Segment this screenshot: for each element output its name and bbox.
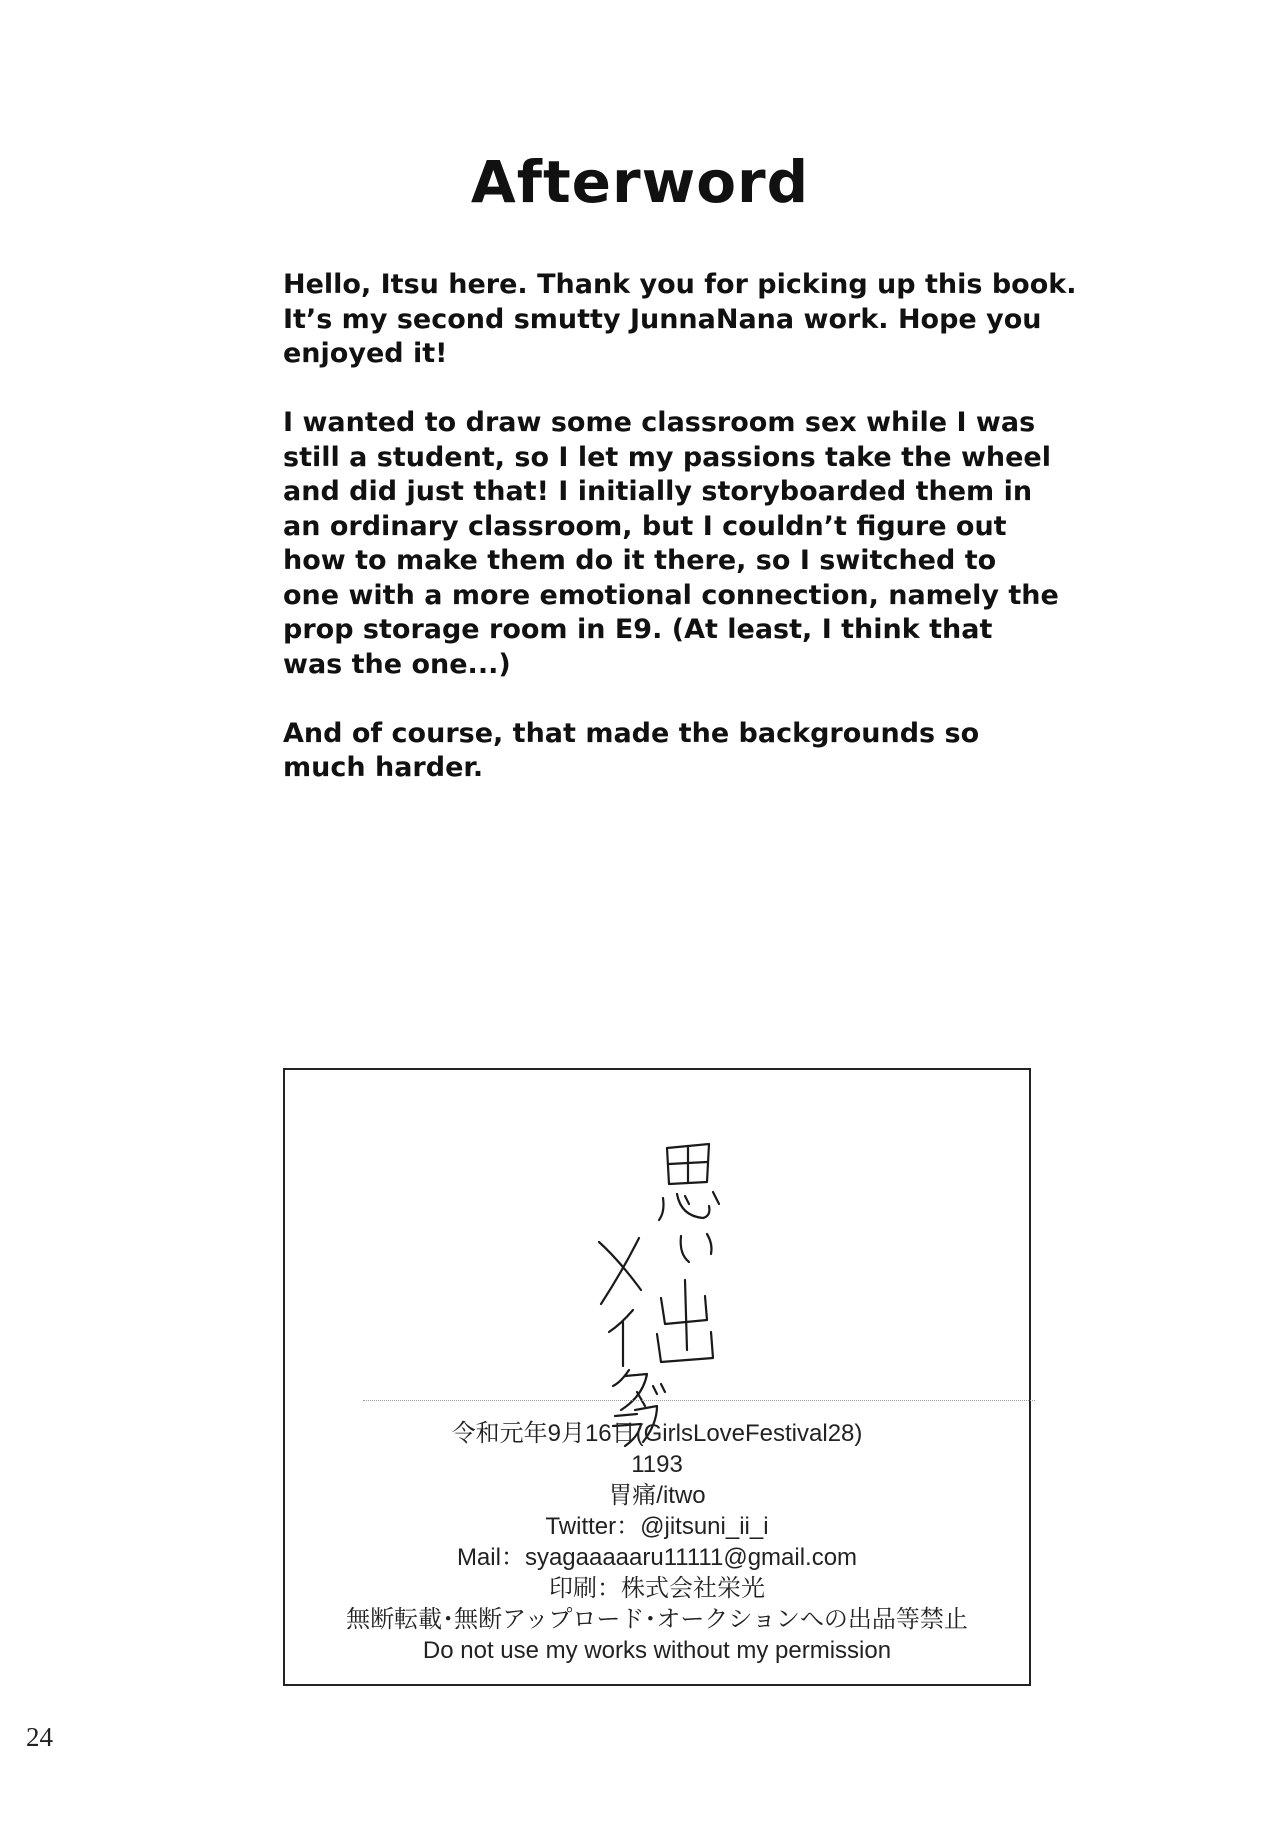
page-number: 24	[26, 1722, 53, 1752]
afterword-body	[283, 268, 1083, 820]
contact-mail: Mail：syagaaaaaru11111@gmail.com	[456, 1544, 858, 1571]
paragraph-classroom: I wanted to draw some classroom sex while I was still a student, so I let my passions take the wheel and did just that! I initially storyboarded them in an ordinary classroom, but I couldn’t figure out how to make them do it there, so I switched to one with a more emotional connection, namely the prop storage room in E9. (At least, I think that was the one...)	[283, 407, 1059, 680]
copyright-notice-en: Do not use my works without my permission	[422, 1637, 892, 1664]
colophon-info	[285, 1418, 1029, 1666]
event-date: 令和元年9月16日(GirlsLoveFestival28)	[451, 1420, 863, 1447]
colophon-divider	[363, 1400, 1035, 1401]
paragraph-backgrounds: And of course, that made the backgrounds so much harder.	[283, 717, 980, 783]
paragraph-greeting: Hello, Itsu here. Thank you for picking up this book. It’s my second smutty JunnaNana work. Hope you enjoyed it!	[283, 269, 1077, 369]
printer-name: 印刷：株式会社栄光	[549, 1575, 765, 1602]
circle-name: 胃痛/itwo	[608, 1482, 706, 1509]
copyright-notice-jp: 無断転載･無断アップロード･オークションへの出品等禁止	[346, 1606, 968, 1633]
booth-number: 1193	[631, 1451, 683, 1478]
page-title: Afterword	[470, 148, 810, 216]
colophon-box	[283, 1068, 1031, 1686]
twitter-handle: Twitter：@jitsuni_ii_i	[545, 1513, 769, 1540]
